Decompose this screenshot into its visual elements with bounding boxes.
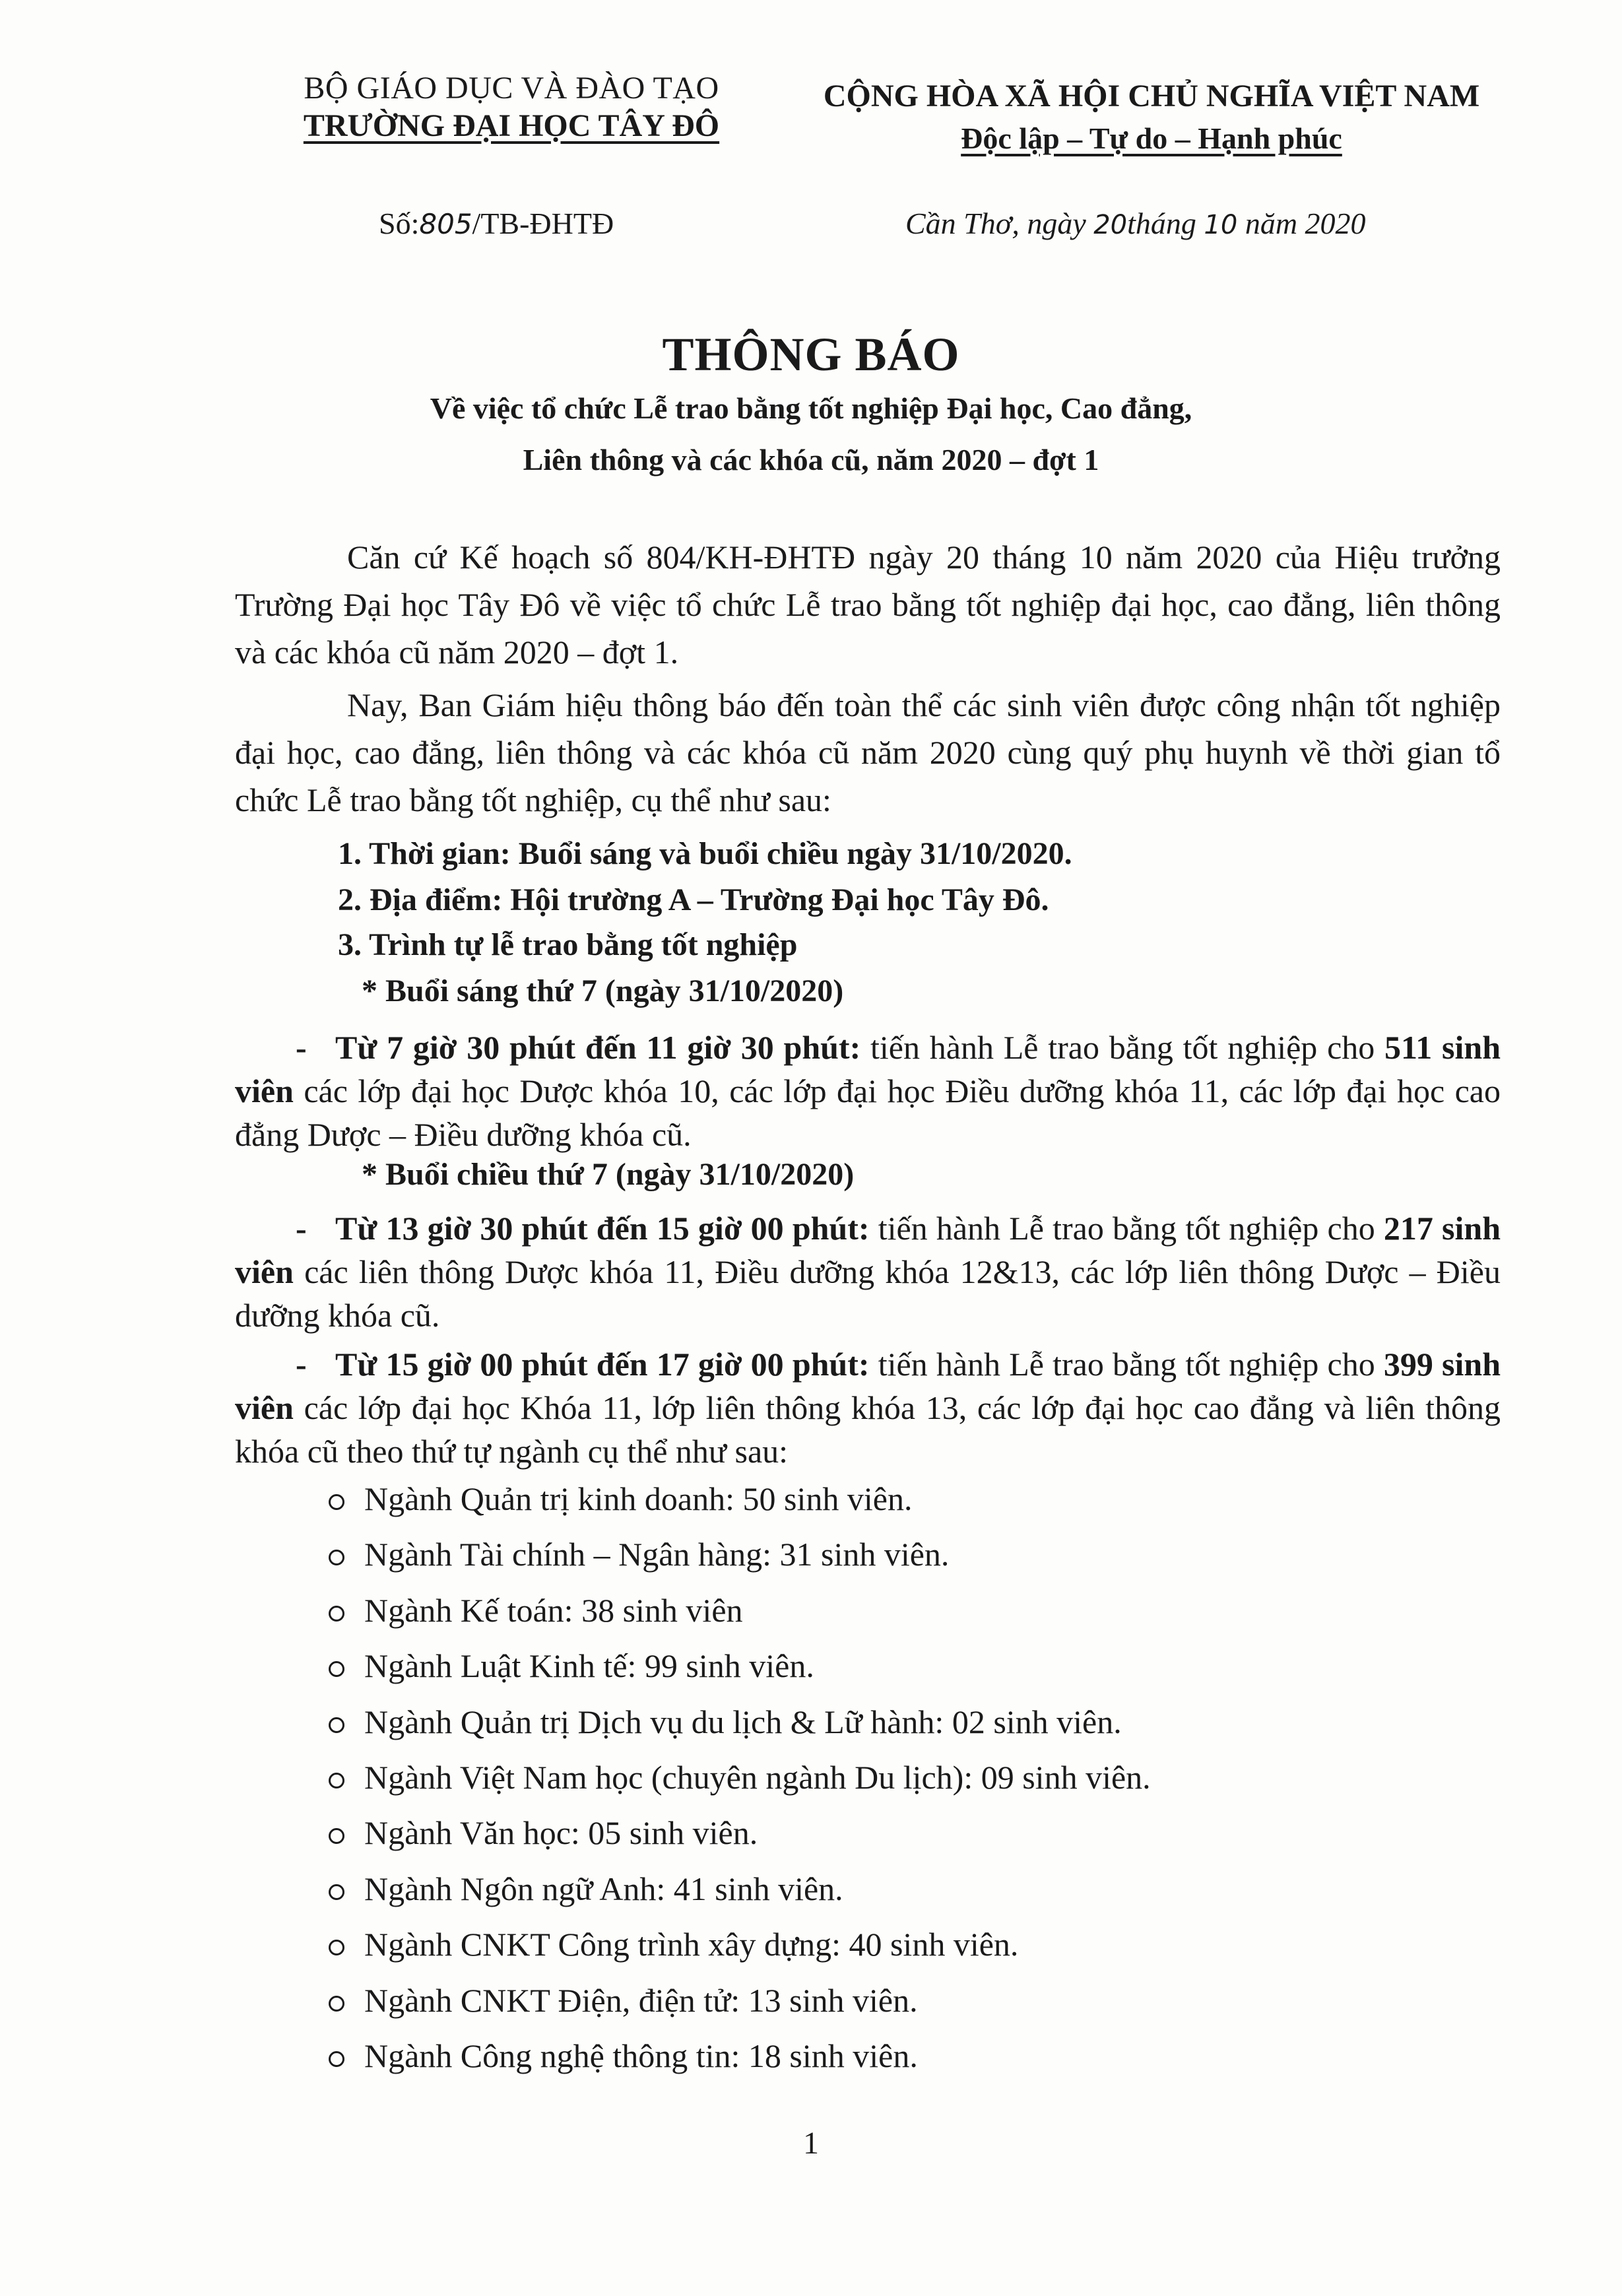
date-day-handwritten: 20: [1093, 210, 1128, 240]
issuer-block: [264, 70, 759, 144]
item-procedure: 3. Trình tự lễ trao bằng tốt nghiệp: [338, 927, 798, 962]
session-dash: -: [296, 1029, 307, 1066]
document-subtitle-line-2: Liên thông và các khóa cũ, năm 2020 – đợt 1: [523, 443, 1099, 476]
session-time: Từ 13 giờ 30 phút đến 15 giờ 00 phút:: [335, 1210, 870, 1247]
major-label: Ngành Tài chính – Ngân hàng: 31 sinh viên.: [364, 1536, 950, 1573]
list-item: [329, 2037, 1151, 2092]
major-label: Ngành CNKT Điện, điện tử: 13 sinh viên.: [364, 1981, 918, 2019]
document-date: [905, 206, 1366, 241]
session-morning: [235, 1026, 1501, 1156]
session-time: Từ 15 giờ 00 phút đến 17 giờ 00 phút:: [335, 1346, 870, 1383]
list-item: [329, 1870, 1151, 1925]
paragraph-basis: Căn cứ Kế hoạch số 804/KH-ĐHTĐ ngày 20 tháng 10 năm 2020 của Hiệu trưởng Trường Đại học Tây Đô về việc tổ chức Lễ trao bằng tốt nghiệp đại học, cao đẳng, liên thông và các khóa cũ năm 2020 – đợt 1.: [235, 539, 1501, 671]
list-item: [329, 1591, 1151, 1647]
circle-bullet-icon: [329, 1884, 344, 1900]
list-item: [329, 1703, 1151, 1758]
circle-bullet-icon: [329, 1773, 344, 1788]
session-afternoon-1: [235, 1206, 1501, 1337]
session-count: 399 sinh viên: [235, 1346, 1501, 1426]
list-item: [329, 1925, 1151, 1981]
list-item: [329, 1480, 1151, 1535]
session-text: các lớp đại học Dược khóa 10, các lớp đại học Điều dưỡng khóa 11, các lớp đại học cao đẳng Dược – Điều dưỡng khóa cũ.: [235, 1072, 1501, 1153]
date-year-label: năm 2020: [1237, 207, 1366, 240]
circle-bullet-icon: [329, 1606, 344, 1622]
session-afternoon-2: [235, 1342, 1501, 1473]
major-label: Ngành CNKT Công trình xây dựng: 40 sinh viên.: [364, 1926, 1019, 1963]
circle-bullet-icon: [329, 1550, 344, 1565]
morning-heading: * Buổi sáng thứ 7 (ngày 31/10/2020): [362, 973, 844, 1008]
major-label: Ngành Văn học: 05 sinh viên.: [364, 1814, 758, 1852]
session-text: tiến hành Lễ trao bằng tốt nghiệp cho: [869, 1210, 1384, 1247]
country-name: CỘNG HÒA XÃ HỘI CHỦ NGHĨA VIỆT NAM: [823, 79, 1480, 114]
doc-number-prefix: Số:: [379, 207, 420, 240]
ministry-name: BỘ GIÁO DỤC VÀ ĐÀO TẠO: [304, 71, 719, 106]
date-month-label: tháng: [1127, 207, 1204, 240]
session-text: các lớp đại học Khóa 11, lớp liên thông khóa 13, các lớp đại học cao đẳng và liên thông khóa cũ theo thứ tự ngành cụ thể như sau:: [235, 1389, 1501, 1470]
major-label: Ngành Quản trị kinh doanh: 50 sinh viên.: [364, 1480, 913, 1517]
session-time: Từ 7 giờ 30 phút đến 11 giờ 30 phút:: [335, 1029, 861, 1066]
document-number: [379, 206, 614, 241]
national-header: [779, 78, 1524, 156]
circle-bullet-icon: [329, 1996, 344, 2012]
session-count: 511 sinh viên: [235, 1029, 1501, 1109]
date-place-day: Cần Thơ, ngày: [905, 207, 1094, 240]
major-label: Ngành Việt Nam học (chuyên ngành Du lịch): 09 sinh viên.: [364, 1758, 1151, 1796]
page-number: 1: [803, 2126, 819, 2161]
document-title: THÔNG BÁO: [662, 328, 960, 381]
circle-bullet-icon: [329, 1661, 344, 1677]
list-item: [329, 1647, 1151, 1702]
major-label: Ngành Quản trị Dịch vụ du lịch & Lữ hành: 02 sinh viên.: [364, 1703, 1122, 1740]
doc-number-handwritten: 805: [419, 208, 472, 240]
session-dash: -: [296, 1210, 307, 1247]
list-item: [329, 1758, 1151, 1814]
circle-bullet-icon: [329, 1940, 344, 1955]
circle-bullet-icon: [329, 1717, 344, 1733]
circle-bullet-icon: [329, 1828, 344, 1844]
session-text: tiến hành Lễ trao bằng tốt nghiệp cho: [860, 1029, 1385, 1066]
major-label: Ngành Kế toán: 38 sinh viên: [364, 1591, 743, 1629]
session-dash: -: [296, 1346, 307, 1383]
item-time: 1. Thời gian: Buổi sáng và buổi chiều ngày 31/10/2020.: [338, 836, 1072, 871]
circle-bullet-icon: [329, 2051, 344, 2067]
document-subtitle-line-1: Về việc tổ chức Lễ trao bằng tốt nghiệp Đại học, Cao đẳng,: [430, 391, 1192, 425]
major-label: Ngành Công nghệ thông tin: 18 sinh viên.: [364, 2037, 918, 2074]
date-month-handwritten: 10: [1204, 210, 1238, 240]
doc-number-suffix: /TB-ĐHTĐ: [472, 207, 614, 240]
paragraph-announcement: Nay, Ban Giám hiệu thông báo đến toàn thể các sinh viên được công nhận tốt nghiệp đại học, cao đẳng, liên thông và các khóa cũ năm 2020 cùng quý phụ huynh về thời gian tổ chức Lễ trao bằng tốt nghiệp, cụ thể như sau:: [235, 686, 1501, 818]
majors-list: [329, 1480, 1151, 2092]
major-label: Ngành Ngôn ngữ Anh: 41 sinh viên.: [364, 1870, 843, 1907]
national-motto: Độc lập – Tự do – Hạnh phúc: [961, 121, 1342, 155]
item-location: 2. Địa điểm: Hội trường A – Trường Đại học Tây Đô.: [338, 882, 1049, 917]
list-item: [329, 1814, 1151, 1869]
list-item: [329, 1981, 1151, 2037]
list-item: [329, 1535, 1151, 1591]
afternoon-heading: * Buổi chiều thứ 7 (ngày 31/10/2020): [362, 1157, 855, 1192]
major-label: Ngành Luật Kinh tế: 99 sinh viên.: [364, 1647, 814, 1685]
circle-bullet-icon: [329, 1494, 344, 1510]
session-text: các liên thông Dược khóa 11, Điều dưỡng khóa 12&13, các lớp liên thông Dược – Điều dưỡng khóa cũ.: [235, 1253, 1501, 1334]
session-text: tiến hành Lễ trao bằng tốt nghiệp cho: [869, 1346, 1384, 1383]
session-count: 217 sinh viên: [235, 1210, 1501, 1290]
school-name: TRƯỜNG ĐẠI HỌC TÂY ĐÔ: [303, 108, 720, 143]
